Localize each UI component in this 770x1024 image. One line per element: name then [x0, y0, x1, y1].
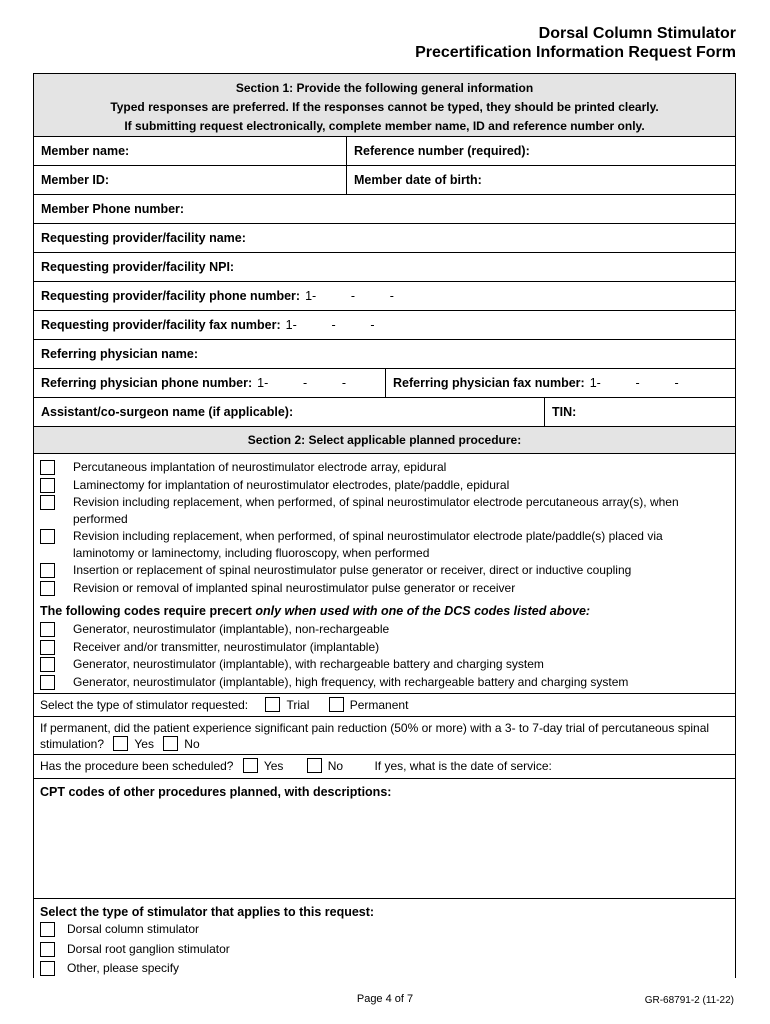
referring-fax-field[interactable] [385, 369, 735, 397]
list-item: Dorsal column stimulator [40, 921, 735, 938]
row-provider-phone [34, 282, 735, 311]
list-item: Insertion or replacement of spinal neurostimulator pulse generator or receiver, direct or inductive coupling [40, 562, 735, 579]
precert-form [33, 73, 736, 978]
referring-fax-format: 1- - - [589, 376, 679, 390]
provider-phone-field[interactable] [34, 282, 394, 310]
follow-codes-heading: The following codes require precert only when used with one of the DCS codes listed above: [40, 604, 591, 618]
scheduled-no-label: No [327, 759, 344, 773]
section2-heading: Section 2: Select applicable planned procedure: [34, 427, 735, 454]
section1-header [34, 74, 735, 137]
pain-reduction-row [34, 717, 735, 755]
referring-name-field[interactable]: Referring physician name: [41, 347, 198, 361]
checkbox[interactable] [40, 563, 55, 578]
stimulator-type-row [34, 693, 735, 717]
provider-fax-field[interactable] [34, 311, 375, 339]
permanent-label: Permanent [349, 698, 409, 712]
list-item: Revision including replacement, when performed, of spinal neurostimulator electrode percutaneous array(s), when performed [40, 494, 735, 527]
section1-heading: Section 1: Provide the following general information [235, 81, 534, 95]
referring-phone-label: Referring physician phone number: [41, 376, 253, 390]
assistant-field[interactable]: Assistant/co-surgeon name (if applicable): [41, 405, 294, 419]
list-item: Receiver and/or transmitter, neurostimulator (implantable) [40, 639, 735, 656]
row-provider-name [34, 224, 735, 253]
referring-phone-field[interactable] [34, 369, 385, 397]
row-assistant [34, 398, 735, 427]
checkbox[interactable] [40, 675, 55, 690]
member-name-field[interactable]: Member name: [41, 144, 130, 158]
list-item: Percutaneous implantation of neurostimulator electrode array, epidural [40, 459, 735, 476]
checkbox[interactable] [40, 495, 55, 510]
referring-fax-label: Referring physician fax number: [393, 376, 585, 390]
checkbox[interactable] [40, 460, 55, 475]
provider-name-field[interactable]: Requesting provider/facility name: [41, 231, 246, 245]
row-member-id [34, 166, 735, 195]
scheduled-yes-checkbox[interactable] [243, 758, 258, 773]
provider-phone-label: Requesting provider/facility phone number: [41, 289, 301, 303]
list-item: Dorsal root ganglion stimulator [40, 941, 735, 958]
list-item: Generator, neurostimulator (implantable), high frequency, with rechargeable battery and charging system [40, 674, 735, 691]
member-id-field[interactable]: Member ID: [41, 173, 110, 187]
list-item: Laminectomy for implantation of neurostimulator electrodes, plate/paddle, epidural [40, 477, 735, 494]
scheduled-row [34, 755, 735, 779]
cpt-codes-field[interactable] [34, 779, 735, 899]
page-number: Page 4 of 7 [356, 993, 414, 1005]
list-item: Generator, neurostimulator (implantable), with rechargeable battery and charging system [40, 656, 735, 673]
row-referring-contact [34, 369, 735, 398]
scheduled-yes-label: Yes [263, 759, 284, 773]
provider-fax-format: 1- - - [285, 318, 375, 332]
pain-question: If permanent, did the patient experience significant pain reduction (50% or more) with a 3- to 7-day trial of percutaneous spinal stimulation? [40, 721, 710, 751]
section1-instruction-typed: Typed responses are preferred. If the responses cannot be typed, they should be printed clearly. [110, 100, 659, 114]
checkbox[interactable] [40, 942, 55, 957]
provider-npi-field[interactable]: Requesting provider/facility NPI: [41, 260, 235, 274]
form-header [415, 24, 736, 62]
checkbox[interactable] [40, 622, 55, 637]
row-member-name [34, 137, 735, 166]
form-code: GR-68791-2 (11-22) [644, 995, 734, 1006]
row-referring-name [34, 340, 735, 369]
row-member-phone [34, 195, 735, 224]
pain-no-label: No [184, 737, 200, 751]
pain-yes-checkbox[interactable] [113, 736, 128, 751]
provider-phone-format: 1- - - [305, 289, 394, 303]
pain-yes-label: Yes [134, 737, 154, 751]
checkbox[interactable] [40, 657, 55, 672]
list-item: Other, please specify [40, 960, 735, 977]
scheduled-question: Has the procedure been scheduled? [40, 759, 234, 773]
checkbox[interactable] [40, 961, 55, 976]
form-title: Dorsal Column Stimulator [538, 25, 736, 42]
row-provider-npi [34, 253, 735, 282]
cpt-codes-label: CPT codes of other procedures planned, with descriptions: [40, 785, 392, 799]
checkbox[interactable] [40, 640, 55, 655]
permanent-checkbox[interactable] [329, 697, 344, 712]
checkbox[interactable] [40, 922, 55, 937]
date-of-service-label: If yes, what is the date of service: [374, 759, 552, 773]
trial-checkbox[interactable] [265, 697, 280, 712]
checkbox[interactable] [40, 478, 55, 493]
procedure-list [34, 454, 735, 690]
tin-field[interactable]: TIN: [544, 398, 735, 426]
member-dob-field[interactable]: Member date of birth: [346, 166, 735, 194]
list-item: Revision or removal of implanted spinal neurostimulator pulse generator or receiver [40, 580, 735, 597]
referring-phone-format: 1- - - [257, 376, 347, 390]
pain-no-checkbox[interactable] [163, 736, 178, 751]
section1-instruction-electronic: If submitting request electronically, complete member name, ID and reference number only. [124, 119, 645, 133]
list-item: Revision including replacement, when performed, of spinal neurostimulator electrode plate/paddle(s) placed via laminotomy or laminectomy, including fluoroscopy, when performed [40, 528, 735, 561]
reference-number-field[interactable]: Reference number (required): [346, 137, 735, 165]
list-item: Generator, neurostimulator (implantable), non-rechargeable [40, 621, 735, 638]
stimulator-type-label: Select the type of stimulator requested: [40, 698, 249, 712]
checkbox[interactable] [40, 529, 55, 544]
trial-label: Trial [286, 698, 310, 712]
stimulator-applies-label: Select the type of stimulator that applies to this request: [40, 905, 375, 919]
provider-fax-label: Requesting provider/facility fax number: [41, 318, 281, 332]
row-provider-fax [34, 311, 735, 340]
stimulator-applies-section [34, 899, 735, 977]
checkbox[interactable] [40, 581, 55, 596]
form-subtitle: Precertification Information Request Form [415, 44, 736, 61]
scheduled-no-checkbox[interactable] [307, 758, 322, 773]
member-phone-field[interactable]: Member Phone number: [41, 202, 185, 216]
